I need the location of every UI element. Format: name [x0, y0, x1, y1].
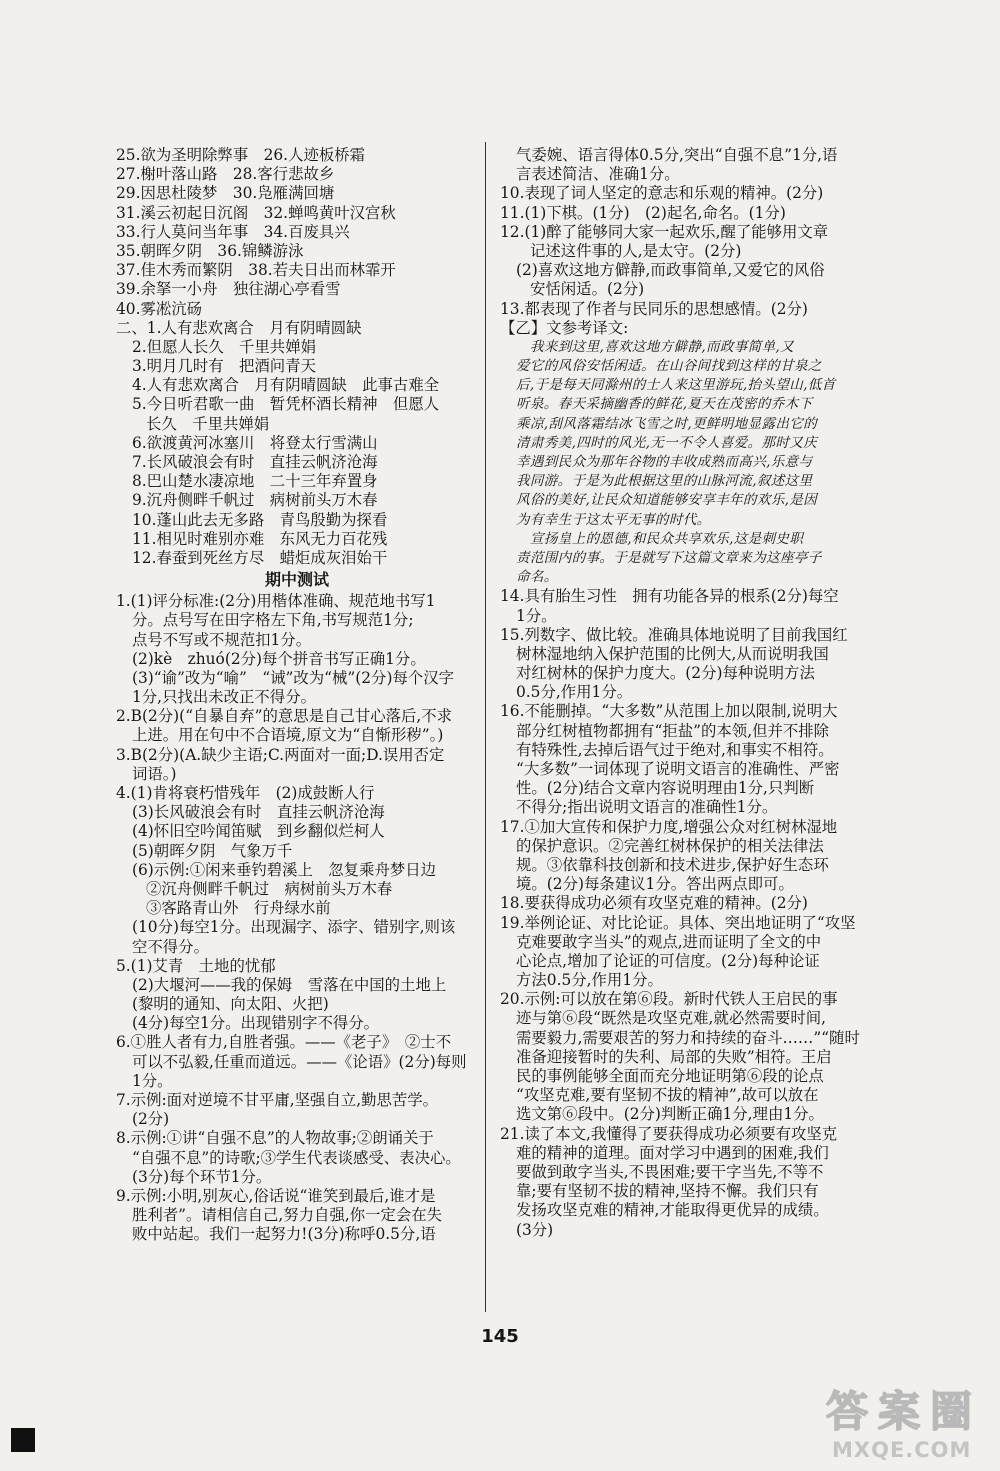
answer-line: 方法0.5分,作用1分。	[516, 971, 663, 990]
answer-line: 规。③依靠科技创新和技术进步,保护好生态环	[516, 855, 829, 874]
answer-line: 2.B(2分)(“自暴自弃”的意思是自己甘心落后,不求	[116, 707, 453, 726]
answer-line: 幸遇到民众为那年谷物的丰收成熟而高兴,乐意与	[516, 454, 813, 470]
page-number: 145	[481, 1326, 519, 1347]
answer-line: 5.今日听君歌一曲 暂凭杯酒长精神 但愿人	[132, 395, 440, 414]
watermark-url: MXQE.COM	[832, 1438, 972, 1462]
answer-line: 我来到这里,喜欢这地方僻静,而政事简单,又	[530, 338, 794, 355]
answer-line: “攻坚克难,要有坚韧不拔的精神”,故可以放在	[516, 1086, 819, 1105]
answer-line: 9.示例:小明,别灰心,俗话说“谁笑到最后,谁才是	[116, 1186, 436, 1205]
answer-line: 37.佳木秀而繁阴 38.若夫日出而林霏开	[116, 261, 396, 280]
answer-line: 记述这件事的人,是太守。(2分)	[530, 241, 742, 260]
answer-line: 7.长风破浪会有时 直挂云帆济沧海	[132, 453, 378, 471]
answer-line: 不得分;指出说明文语言的准确性1分。	[516, 798, 778, 817]
answer-line: 7.示例:面对逆境不甘平庸,坚强自立,勤思苦学。	[116, 1091, 439, 1109]
answer-line: 长久 千里共婵娟	[146, 414, 270, 433]
answer-line: 8.巴山楚水凄凉地 二十三年弃置身	[132, 472, 378, 491]
corner-registration-mark	[11, 1428, 35, 1452]
answer-line: 17.①加大宣传和保护力度,增强公众对红树林湿地	[500, 817, 838, 836]
answer-line: “大多数”一词体现了说明文语言的准确性、严密	[516, 760, 840, 778]
answer-line: (3分)每个环节1分。	[132, 1167, 272, 1186]
answer-line: 对红树林的保护力度大。(2分)每种说明方法	[516, 664, 815, 683]
answer-line: 部分红树植物都拥有“拒盐”的本领,但并不排除	[516, 721, 830, 740]
answer-line: 的保护意识。②完善红树林保护的相关法律法	[516, 836, 824, 855]
answer-line: 0.5分,作用1分。	[516, 683, 633, 702]
answer-line: 1分。	[516, 606, 557, 625]
answer-line: 29.因思杜陵梦 30.凫雁满回塘	[116, 184, 335, 203]
answer-line: 25.欲为圣明除弊事 26.人迹板桥霜	[116, 146, 366, 164]
watermark-glyph: 圈	[930, 1387, 973, 1436]
answer-line: 上进。用在句中不合语境,原文为“自惭形秽”。)	[132, 726, 444, 745]
answer-line: 后,于是每天同滁州的士人来这里游玩,抬头望山,低首	[516, 377, 836, 394]
answer-line: 14.具有胎生习性 拥有功能各异的根系(2分)每空	[500, 587, 839, 606]
answer-line: 4.(1)肯将衰朽惜残年 (2)成鼓断人行	[116, 784, 375, 802]
answer-line: 11.(1)下棋。(1分) (2)起名,命名。(1分)	[500, 203, 786, 222]
answer-line: 4.人有悲欢离合 月有阴晴圆缺 此事古难全	[132, 376, 440, 395]
section-title: 期中测试	[264, 570, 329, 590]
answer-line: 20.示例:可以放在第⑥段。新时代铁人王启民的事	[500, 990, 838, 1009]
answer-line: 克难要敢字当头”的观点,进而证明了全文的中	[516, 932, 822, 951]
answer-line: 败中站起。我们一起努力!(3分)称呼0.5分,语	[132, 1225, 436, 1244]
answer-line: (4)怀旧空吟闻笛赋 到乡翻似烂柯人	[132, 822, 385, 841]
answer-line: 31.溪云初起日沉阁 32.蝉鸣黄叶汉宫秋	[116, 203, 396, 222]
answer-line: 有特殊性,去掉后语气过于绝对,和事实不相符。	[516, 740, 834, 759]
answer-line: 12.春蚕到死丝方尽 蜡炬成灰泪始干	[132, 548, 388, 567]
answer-line: 1分。	[132, 1071, 173, 1090]
answer-line: 迹与第⑥段“既然是攻坚克难,就必然需要时间,	[516, 1009, 827, 1028]
answer-line: 6.欲渡黄河冰塞川 将登太行雪满山	[132, 433, 378, 452]
answer-line: 听泉。春天采摘幽香的鲜花,夏天在茂密的乔木下	[516, 396, 813, 413]
answer-line: 胜利者”。请相信自己,努力自强,你一定会在失	[132, 1206, 443, 1225]
answer-line: 15.列数字、做比较。准确具体地说明了目前我国红	[500, 625, 848, 644]
answer-line: 8.示例:①讲“自强不息”的人物故事;②朗诵关于	[116, 1129, 434, 1148]
answer-line: (黎明的通知、向太阳、火把)	[132, 995, 329, 1014]
answer-line: 40.雾凇沆砀	[116, 299, 203, 318]
answer-line: 1分,只找出未改正不得分。	[132, 688, 316, 707]
answer-line: (3)“谕”改为“喻” “诫”改为“械”(2分)每个汉字	[132, 668, 455, 687]
answer-line: 选文第⑥段中。(2分)判断正确1分,理由1分。	[516, 1105, 824, 1124]
answer-line: (2)大堰河——我的保姆 雪落在中国的土地上	[132, 975, 447, 994]
answer-line: 宣扬皇上的恩德,和民众共享欢乐,这是刺史职	[530, 530, 804, 547]
answer-line: 准备迎接暂时的失利、局部的失败”相符。王启	[516, 1047, 832, 1066]
answer-line: 树林湿地纳入保护范围的比例大,从而说明我国	[516, 644, 829, 663]
answer-line: (5)朝晖夕阴 气象万千	[132, 841, 293, 860]
answer-line: 安恬闲适。(2分)	[530, 280, 645, 299]
answer-line: ③客路青山外 行舟绿水前	[146, 899, 331, 918]
answer-line: 空不得分。	[132, 937, 209, 956]
answer-line: 责范围内的事。于是就写下这篇文章来为这座亭子	[516, 549, 822, 566]
answer-line: 我同游。于是为此根据这里的山脉河流,叙述这里	[516, 473, 813, 490]
left-column	[116, 146, 478, 1245]
answer-line: 点号不写或不规范扣1分。	[132, 630, 312, 649]
answer-line: 可以不弘毅,任重而道远。——《论语》(2分)每则	[132, 1052, 467, 1071]
watermark-logo	[826, 1388, 996, 1468]
answer-line: 27.榭叶落山路 28.客行悲故乡	[116, 165, 335, 184]
watermark-glyph: 案	[878, 1387, 921, 1436]
answer-line: (3)长风破浪会有时 直挂云帆济沧海	[132, 803, 385, 822]
answer-line: 境。(2分)每条建议1分。答出两点即可。	[516, 875, 794, 894]
answer-line: 需要毅力,需要艰苦的努力和持续的奋斗……”“随时	[516, 1028, 860, 1047]
answer-line: 气委婉、语言得体0.5分,突出“自强不息”1分,语	[516, 146, 838, 164]
answer-line: 21.读了本文,我懂得了要获得成功必须要有攻坚克	[500, 1124, 838, 1143]
answer-line: (2)喜欢这地方僻静,而政事简单,又爱它的风俗	[516, 261, 825, 280]
answer-line: (2)kè zhuó(2分)每个拼音书写正确1分。	[132, 649, 426, 668]
answer-line: 16.不能删掉。“大多数”从范围上加以限制,说明大	[500, 702, 838, 721]
answer-line: 命名。	[516, 569, 558, 586]
answer-line: 言表述简洁、准确1分。	[516, 165, 680, 184]
answer-line: 乘凉,刮风落霜结冰飞雪之时,更鲜明地显露出它的	[516, 415, 818, 432]
column-divider	[485, 142, 486, 1312]
answer-line: 【乙】文参考译文:	[500, 318, 629, 337]
answer-line: 5.(1)艾青 土地的忧郁	[116, 956, 276, 975]
answer-line: 12.(1)醉了能够同大家一起欢乐,醒了能够用文章	[500, 222, 829, 241]
watermark-glyph: 答	[826, 1387, 869, 1436]
answer-line: (6)示例:①闲来垂钓碧溪上 忽复乘舟梦日边	[132, 860, 437, 879]
answer-line: 要做到敢字当头,不畏困难;要干字当先,不等不	[516, 1162, 824, 1181]
answer-line: (3分)	[516, 1220, 554, 1239]
answer-line: 10.蓬山此去无多路 青鸟殷勤为探看	[132, 510, 388, 529]
answer-line: 18.要获得成功必须有攻坚克难的精神。(2分)	[500, 894, 808, 913]
answer-line: 1.(1)评分标准:(2分)用楷体准确、规范地书写1	[116, 592, 436, 611]
answer-line: 2.但愿人长久 千里共婵娟	[132, 337, 316, 356]
answer-line: 3.明月几时有 把酒问青天	[132, 357, 316, 376]
answer-line: (10分)每空1分。出现漏字、添字、错别字,则该	[132, 918, 456, 937]
answer-line: ②沉舟侧畔千帆过 病树前头万木春	[146, 879, 393, 898]
answer-line: 难的精神的道理。面对学习中遇到的困难,我们	[516, 1143, 829, 1162]
answer-line: 靠;要有坚韧不拔的精神,坚持不懈。我们只有	[516, 1182, 819, 1201]
right-column	[500, 146, 872, 1240]
answer-line: 民的事例能够全面而充分地证明第⑥段的论点	[516, 1067, 824, 1085]
answer-line: 13.都表现了作者与民同乐的思想感情。(2分)	[500, 299, 808, 318]
answer-line: 风俗的美好,让民众知道能够安享丰年的欢乐,是因	[516, 492, 818, 509]
answer-line: 清肃秀美,四时的风光,无一不令人喜爱。那时又庆	[516, 434, 818, 451]
answer-line: 39.余拏一小舟 独往湖心亭看雪	[116, 280, 341, 299]
answer-line: 11.相见时难别亦难 东风无力百花残	[132, 529, 388, 548]
answer-line: 词语。)	[132, 764, 177, 783]
answer-line: (2分)	[132, 1110, 170, 1129]
answer-line: 6.①胜人者有力,自胜者强。——《老子》 ②士不	[116, 1033, 452, 1052]
answer-line: (4分)每空1分。出现错别字不得分。	[132, 1014, 380, 1033]
answer-line: 19.举例论证、对比论证。具体、突出地证明了“攻坚	[500, 913, 856, 932]
answer-line: 爱它的风俗安恬闲适。在山谷间找到这样的甘泉之	[516, 358, 822, 375]
answer-line: 性。(2分)结合文章内容说明理由1分,只判断	[516, 779, 815, 798]
answer-line: 分。点号写在田字格左下角,书写规范1分;	[132, 611, 414, 630]
answer-line: 9.沉舟侧畔千帆过 病树前头万木春	[132, 491, 378, 510]
answer-line: “自强不息”的诗歌;③学生代表谈感受、表决心。	[132, 1148, 461, 1167]
answer-line: 10.表现了词人坚定的意志和乐观的精神。(2分)	[500, 184, 824, 203]
answer-line: 35.朝晖夕阴 36.锦鳞游泳	[116, 241, 304, 260]
answer-line: 二、1.人有悲欢离合 月有阴晴圆缺	[116, 318, 362, 337]
answer-line: 3.B(2分)(A.缺少主语;C.两面对一面;D.误用否定	[116, 745, 445, 764]
answer-line: 为有幸生于这太平无事的时代。	[516, 511, 711, 528]
answer-line: 33.行人莫问当年事 34.百废具兴	[116, 222, 350, 241]
answer-line: 心论点,增加了论证的可信度。(2分)每种论证	[516, 951, 820, 970]
answer-line: 发扬攻坚克难的精神,才能取得更优异的成绩。	[516, 1201, 829, 1220]
